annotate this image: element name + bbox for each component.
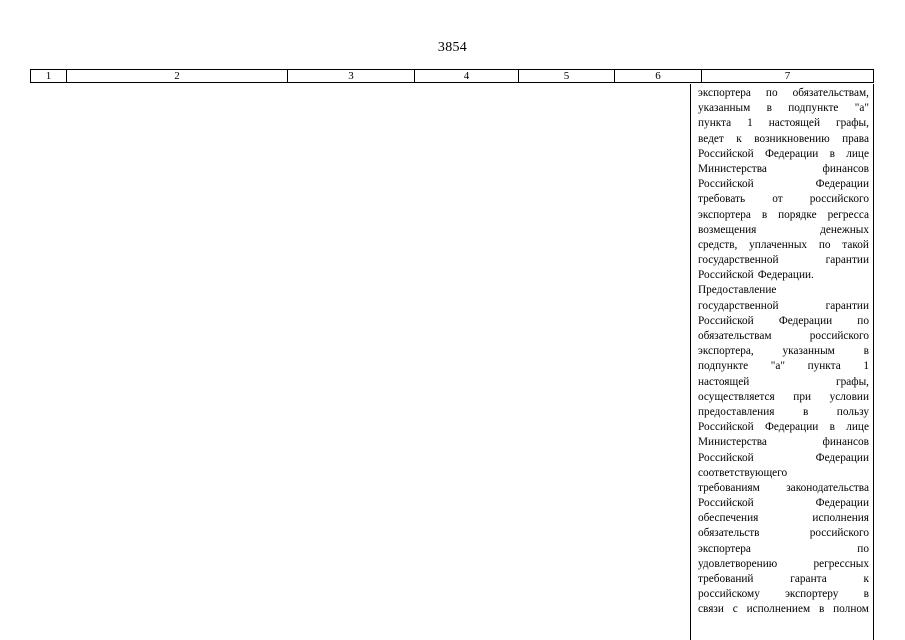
text-line bbox=[698, 602, 869, 617]
word: исполнения bbox=[812, 512, 869, 525]
text-line bbox=[698, 466, 869, 481]
word: обязательствам bbox=[698, 330, 772, 342]
word: настоящей bbox=[698, 375, 750, 388]
word: с bbox=[732, 603, 738, 616]
word: Российской bbox=[698, 178, 754, 191]
text-line bbox=[698, 557, 869, 572]
word: гарантии bbox=[825, 299, 869, 312]
column-header-1: 1 bbox=[31, 70, 67, 83]
word: законодательства bbox=[786, 481, 869, 494]
column-7-left-border bbox=[690, 84, 691, 640]
word: по bbox=[818, 238, 831, 251]
word: Предоставление bbox=[698, 284, 777, 297]
word: обеспечения bbox=[698, 512, 759, 525]
text-line bbox=[698, 587, 869, 602]
word: уплаченных bbox=[749, 238, 808, 251]
text-line bbox=[698, 283, 869, 298]
text-line bbox=[698, 132, 869, 147]
word: требованиям bbox=[698, 481, 760, 494]
word: финансов bbox=[822, 436, 869, 449]
column-header-5: 5 bbox=[519, 70, 615, 83]
word: настоящей bbox=[768, 117, 820, 130]
text-line bbox=[698, 511, 869, 526]
word: права bbox=[842, 132, 869, 145]
text-line bbox=[698, 162, 869, 177]
word: регресса bbox=[827, 208, 869, 221]
word: российскому bbox=[698, 588, 760, 601]
table-header-row bbox=[30, 69, 874, 83]
text-line bbox=[698, 572, 869, 587]
word: указанным bbox=[698, 102, 751, 115]
word: предоставления bbox=[698, 405, 775, 418]
text-line bbox=[698, 344, 869, 359]
text-line bbox=[698, 405, 869, 420]
word: к bbox=[863, 573, 869, 585]
word: экспортеру bbox=[785, 588, 839, 601]
word: экспортера bbox=[698, 208, 751, 221]
word: порядке bbox=[778, 208, 817, 221]
word: Российской bbox=[698, 314, 754, 327]
word: лице bbox=[846, 421, 869, 434]
word: полном bbox=[833, 603, 869, 616]
word: в bbox=[766, 102, 772, 115]
word: Российской bbox=[698, 421, 754, 434]
text-line bbox=[698, 359, 869, 374]
text-line bbox=[698, 177, 869, 192]
word: Федерации bbox=[815, 451, 869, 464]
text-line bbox=[698, 299, 869, 314]
word: российского bbox=[809, 527, 869, 540]
text-line bbox=[698, 526, 869, 541]
word: в bbox=[863, 345, 869, 358]
word: такой bbox=[842, 238, 869, 251]
word: связи bbox=[698, 603, 724, 616]
text-line bbox=[698, 496, 869, 511]
word: подпункте bbox=[788, 102, 839, 115]
header-row bbox=[31, 70, 874, 83]
text-line bbox=[698, 314, 869, 329]
word: по bbox=[857, 542, 869, 555]
word: в bbox=[829, 421, 835, 434]
text-line bbox=[698, 147, 869, 162]
page-number: 3854 bbox=[437, 40, 468, 55]
word: обязательств bbox=[698, 527, 760, 540]
word: Федерации bbox=[815, 497, 869, 510]
text-line bbox=[698, 375, 869, 390]
column-7-right-border bbox=[873, 84, 874, 640]
word: 1 bbox=[863, 360, 869, 373]
text-line bbox=[698, 268, 869, 283]
word: удовлетворению bbox=[698, 557, 778, 570]
word: к bbox=[736, 132, 742, 145]
word: в bbox=[818, 603, 825, 616]
word: денежных bbox=[820, 223, 869, 236]
word: "а" bbox=[854, 102, 869, 115]
word: Министерства bbox=[698, 162, 767, 175]
word: возникновению bbox=[754, 132, 830, 145]
text-line bbox=[698, 420, 869, 435]
word: Федерации bbox=[764, 421, 819, 434]
text-line bbox=[698, 481, 869, 496]
word: экспортера bbox=[698, 87, 751, 99]
text-line bbox=[698, 192, 869, 207]
word: указанным bbox=[782, 345, 835, 358]
text-line bbox=[698, 435, 869, 450]
word: пользу bbox=[836, 405, 869, 418]
text-line bbox=[698, 208, 869, 223]
text-line bbox=[698, 116, 869, 131]
word: в bbox=[829, 147, 835, 160]
column-header-2: 2 bbox=[67, 70, 288, 83]
word: осуществляется bbox=[698, 390, 775, 403]
word: пункта bbox=[807, 360, 841, 373]
word: Министерства bbox=[698, 436, 767, 449]
word: в bbox=[863, 588, 869, 601]
word: экспортера bbox=[698, 542, 751, 555]
word: экспортера, bbox=[698, 345, 754, 358]
word: Российской bbox=[698, 497, 754, 510]
word: при bbox=[793, 390, 812, 403]
column-header-7: 7 bbox=[702, 70, 874, 83]
word: финансов bbox=[822, 162, 869, 175]
column-header-6: 6 bbox=[615, 70, 702, 83]
word: условии bbox=[829, 390, 869, 403]
word: графы, bbox=[835, 375, 869, 388]
word: гаранта bbox=[790, 573, 827, 585]
text-line bbox=[698, 542, 869, 557]
text-line bbox=[698, 390, 869, 405]
word: ведет bbox=[698, 132, 724, 145]
word: государственной bbox=[698, 254, 779, 267]
word: Федерации. bbox=[757, 269, 814, 282]
word: гарантии bbox=[825, 254, 869, 267]
text-line bbox=[698, 451, 869, 466]
text-line bbox=[698, 329, 869, 344]
word: средств, bbox=[698, 238, 738, 251]
column-7-text bbox=[698, 86, 869, 618]
word: российского bbox=[809, 330, 869, 342]
word: Федерации bbox=[764, 147, 819, 160]
word: по bbox=[857, 314, 869, 327]
word: "а" bbox=[770, 360, 785, 373]
word: от bbox=[772, 193, 783, 206]
column-header-3: 3 bbox=[288, 70, 415, 83]
text-line bbox=[698, 253, 869, 268]
word: требований bbox=[698, 573, 754, 585]
word: в bbox=[802, 405, 809, 418]
text-line bbox=[698, 101, 869, 116]
word: государственной bbox=[698, 299, 779, 312]
word: обязательствам, bbox=[792, 87, 869, 99]
text-line bbox=[698, 238, 869, 253]
word: регрессных bbox=[813, 557, 869, 570]
word: российского bbox=[809, 193, 869, 206]
word: пункта bbox=[698, 117, 732, 130]
word: по bbox=[765, 87, 778, 99]
word: Российской bbox=[698, 451, 754, 464]
word: Федерации bbox=[815, 178, 869, 191]
word: лице bbox=[846, 147, 869, 160]
word: Российской bbox=[698, 269, 754, 282]
word: 1 bbox=[747, 117, 753, 130]
word: возмещения bbox=[698, 223, 757, 236]
word: исполнением bbox=[746, 603, 811, 616]
text-line bbox=[698, 223, 869, 238]
word: в bbox=[761, 208, 768, 221]
word: подпункте bbox=[698, 360, 749, 373]
word: графы, bbox=[835, 117, 869, 130]
word: Федерации bbox=[778, 314, 833, 327]
text-line bbox=[698, 86, 869, 101]
column-header-4: 4 bbox=[415, 70, 519, 83]
word: требовать bbox=[698, 193, 746, 206]
word: Российской bbox=[698, 147, 754, 160]
word: соответствующего bbox=[698, 466, 788, 479]
